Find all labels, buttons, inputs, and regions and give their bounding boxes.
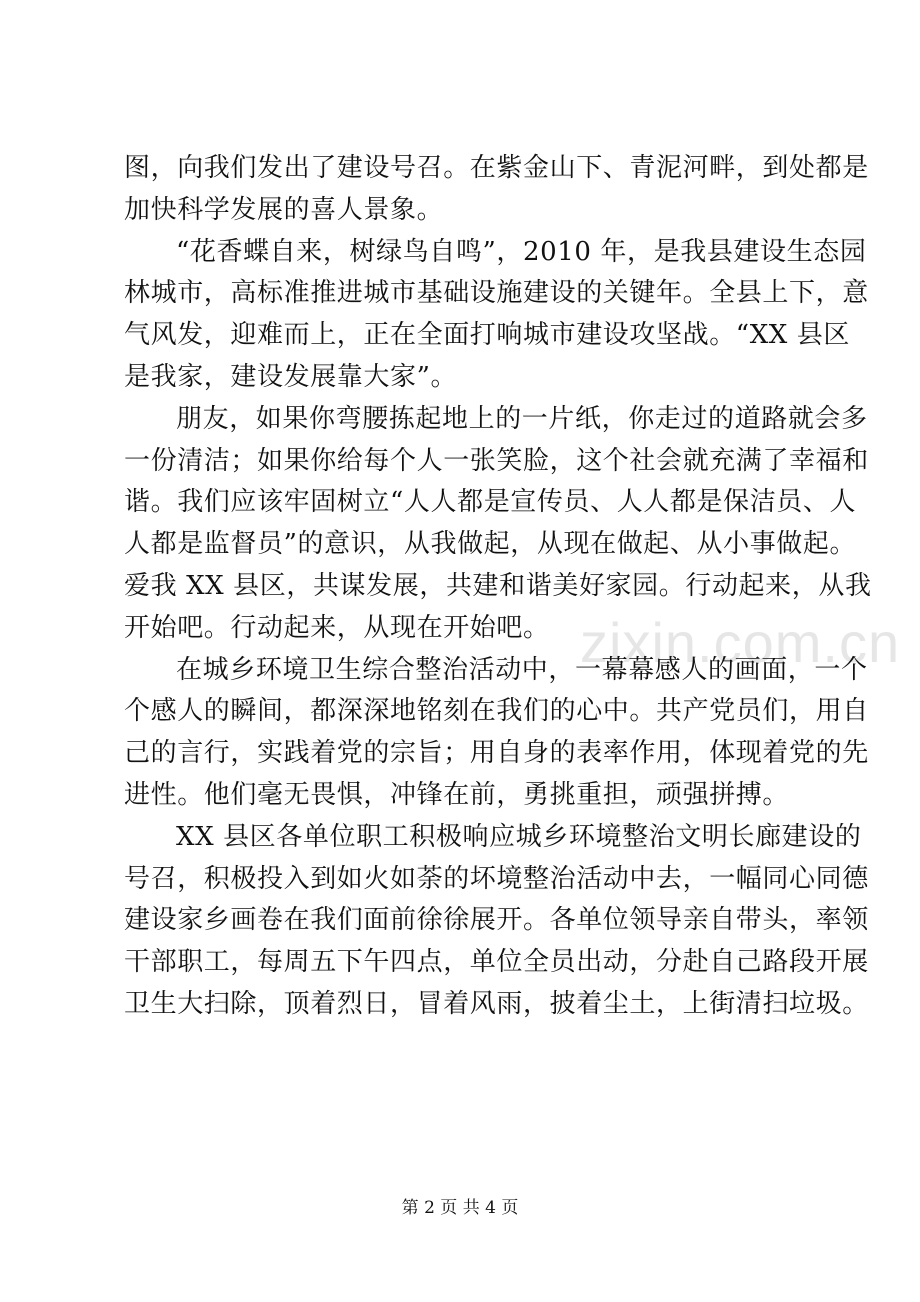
text-line: 干部职工，每周五下午四点，单位全员出动，分赴自己路段开展: [124, 947, 869, 978]
text-line: 在城乡环境卫生综合整治活动中，一幕幕感人的画面，一个: [176, 654, 868, 685]
text-line: 谐。我们应该牢固树立“人人都是宣传员、人人都是保洁员、人: [124, 487, 857, 518]
text-line: XX 县区各单位职工积极响应城乡环境整治文明长廊建设的: [176, 821, 862, 852]
text-line: 开始吧。行动起来，从现在开始吧。: [124, 612, 550, 643]
text-line: 图，向我们发出了建设号召。在紫金山下、青泥河畔，到处都是: [124, 153, 869, 183]
text-line: 卫生大扫除，顶着烈日，冒着风雨，披着尘土，上街清扫垃圾。: [124, 988, 869, 1019]
text-line: 己的言行，实践着党的宗旨；用自身的表率作用，体现着党的先: [124, 738, 869, 769]
text-line: 气风发，迎难而上，正在全面打响城市建设攻坚战。“XX 县区: [124, 320, 850, 351]
text-line: “花香蝶自来，树绿鸟自鸣”，2010 年，是我县建设生态园: [176, 236, 867, 267]
document-body: [124, 148, 872, 1026]
text-line: 爱我 XX 县区，共谋发展，共建和谐美好家园。行动起来，从我: [124, 570, 872, 601]
text-line: 人都是监督员”的意识，从我做起，从现在做起、从小事做起。: [124, 529, 857, 560]
watermark: zixin.com.cn: [580, 611, 901, 674]
text-line: 是我家，建设发展靠大家”。: [124, 361, 458, 392]
text-line: 建设家乡画卷在我们面前徐徐展开。各单位领导亲自带头，率领: [124, 905, 869, 936]
text-line: 进性。他们毫无畏惧，冲锋在前，勇挑重担，顽强拼搏。: [124, 779, 790, 810]
text-line: 号召，积极投入到如火如荼的坏境整治活动中去，一幅同心同德: [124, 863, 869, 894]
text-line: 一份清洁；如果你给每个人一张笑脸，这个社会就充满了幸福和: [124, 445, 869, 476]
page-footer: 第 2 页 共 4 页: [401, 1198, 519, 1218]
text-line: 加快科学发展的喜人景象。: [124, 194, 444, 225]
text-line: 林城市，高标准推进城市基础设施建设的关键年。全县上下，意: [124, 278, 869, 309]
text-line: 朋友，如果你弯腰拣起地上的一片纸，你走过的道路就会多: [176, 403, 868, 434]
text-line: 个感人的瞬间，都深深地铭刻在我们的心中。共产党员们，用自: [124, 696, 869, 727]
